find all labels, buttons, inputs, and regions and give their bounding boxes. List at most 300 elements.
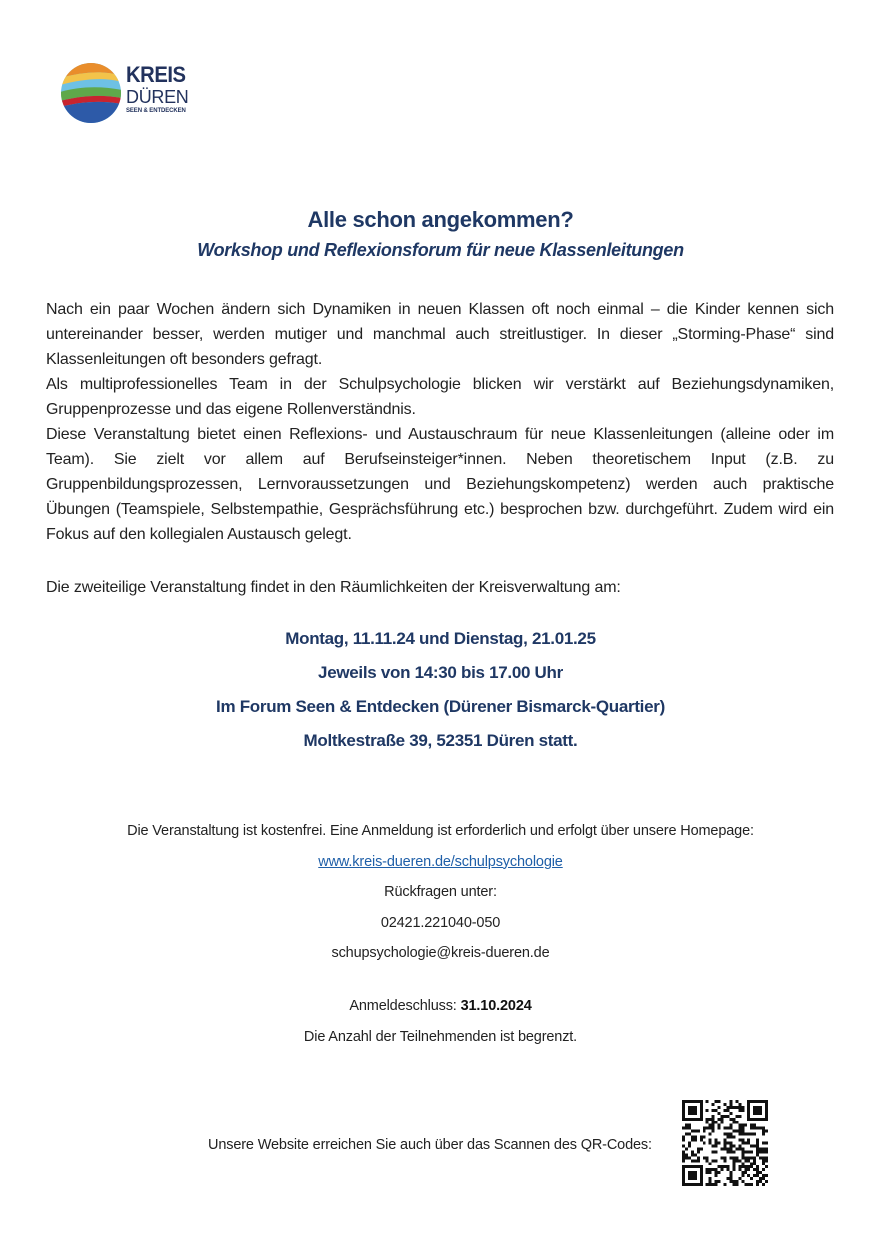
qr-module (732, 1168, 735, 1171)
qr-module (724, 1159, 727, 1162)
qr-module (744, 1142, 747, 1145)
qr-module (682, 1171, 685, 1174)
qr-module (747, 1103, 750, 1106)
event-details (0, 622, 881, 758)
qr-module (724, 1142, 727, 1145)
qr-module (697, 1118, 700, 1121)
qr-module (729, 1174, 732, 1177)
qr-module (691, 1171, 694, 1174)
qr-module (759, 1112, 762, 1115)
qr-module (706, 1156, 709, 1159)
qr-module (732, 1118, 735, 1121)
qr-module (738, 1115, 741, 1118)
qr-module (726, 1150, 729, 1153)
qr-module (729, 1136, 732, 1139)
qr-module (753, 1106, 756, 1109)
qr-module (721, 1168, 724, 1171)
qr-module (738, 1159, 741, 1162)
qr-module (706, 1159, 709, 1162)
qr-module (726, 1177, 729, 1180)
qr-module (688, 1106, 691, 1109)
qr-module (700, 1147, 703, 1150)
qr-module (756, 1144, 759, 1147)
qr-module (762, 1130, 765, 1133)
qr-module (753, 1124, 756, 1127)
qr-module (694, 1130, 697, 1133)
qr-module (694, 1109, 697, 1112)
qr-module (750, 1165, 753, 1168)
qr-module (762, 1127, 765, 1130)
qr-module (741, 1109, 744, 1112)
qr-module (744, 1133, 747, 1136)
qr-module (765, 1147, 768, 1150)
qr-module (741, 1106, 744, 1109)
qr-module (726, 1165, 729, 1168)
qr-module (715, 1109, 718, 1112)
qr-module (706, 1168, 709, 1171)
qr-module (762, 1133, 765, 1136)
qr-module (729, 1171, 732, 1174)
logo-tagline: SEEN & ENTDECKEN (126, 108, 186, 114)
qr-module (682, 1177, 685, 1180)
qr-module (724, 1115, 727, 1118)
qr-module (694, 1136, 697, 1139)
qr-module (747, 1183, 750, 1186)
qr-module (750, 1127, 753, 1130)
qr-module (741, 1180, 744, 1183)
paragraph-team: Als multiprofessionelles Team in der Schulpsychologie blicken wir verstärkt auf Beziehungsdynamiken, Gruppenprozesse und das eigene Rollenverständnis. (46, 376, 834, 418)
qr-module (715, 1171, 718, 1174)
qr-module (738, 1133, 741, 1136)
qr-module (706, 1118, 709, 1121)
qr-module (709, 1127, 712, 1130)
qr-module (682, 1112, 685, 1115)
qr-module (694, 1159, 697, 1162)
qr-module (700, 1115, 703, 1118)
qr-module (747, 1100, 750, 1103)
qr-module (738, 1109, 741, 1112)
qr-module (765, 1112, 768, 1115)
qr-module (765, 1100, 768, 1103)
qr-module (718, 1124, 721, 1127)
qr-module (685, 1127, 688, 1130)
qr-module (750, 1156, 753, 1159)
qr-module (756, 1174, 759, 1177)
event-location: Im Forum Seen & Entdecken (Dürener Bismarck-Quartier) (216, 697, 665, 716)
qr-module (747, 1174, 750, 1177)
qr-module (715, 1168, 718, 1171)
qr-module (744, 1165, 747, 1168)
qr-module (756, 1106, 759, 1109)
qr-module (741, 1156, 744, 1159)
qr-module (735, 1100, 738, 1103)
qr-module (724, 1103, 727, 1106)
qr-module (753, 1174, 756, 1177)
qr-module (691, 1174, 694, 1177)
qr-module (718, 1106, 721, 1109)
qr-module (726, 1133, 729, 1136)
qr-module (682, 1139, 685, 1142)
qr-module (691, 1139, 694, 1142)
qr-module (741, 1124, 744, 1127)
logo-line-kreis: KREIS (126, 62, 186, 87)
qr-module (729, 1100, 732, 1103)
qr-module (747, 1109, 750, 1112)
qr-module (753, 1100, 756, 1103)
qr-module (765, 1180, 768, 1183)
qr-module (694, 1118, 697, 1121)
qr-module (691, 1150, 694, 1153)
qr-module (724, 1165, 727, 1168)
qr-module (709, 1168, 712, 1171)
qr-module (700, 1168, 703, 1171)
qr-module (759, 1127, 762, 1130)
qr-module (706, 1127, 709, 1130)
qr-module (765, 1106, 768, 1109)
qr-module (685, 1118, 688, 1121)
qr-module (691, 1100, 694, 1103)
qr-module (735, 1156, 738, 1159)
qr-module (685, 1147, 688, 1150)
qr-module (759, 1156, 762, 1159)
qr-module (762, 1142, 765, 1145)
qr-module (729, 1124, 732, 1127)
qr-module (762, 1118, 765, 1121)
qr-module (729, 1118, 732, 1121)
qr-module (715, 1183, 718, 1186)
qr-module (703, 1142, 706, 1145)
qr-module (738, 1127, 741, 1130)
qr-module (741, 1165, 744, 1168)
qr-module (712, 1183, 715, 1186)
qr-module (729, 1177, 732, 1180)
description-body (46, 297, 834, 547)
qr-module (747, 1165, 750, 1168)
qr-module (750, 1100, 753, 1103)
qr-module (741, 1171, 744, 1174)
qr-module (682, 1153, 685, 1156)
qr-module (759, 1109, 762, 1112)
qr-module (726, 1147, 729, 1150)
website-link[interactable]: www.kreis-dueren.de/schulpsychologie (318, 853, 563, 870)
qr-module (712, 1109, 715, 1112)
qr-module (715, 1100, 718, 1103)
qr-module (688, 1183, 691, 1186)
qr-module (715, 1174, 718, 1177)
qr-module (738, 1124, 741, 1127)
qr-module (694, 1183, 697, 1186)
qr-module (738, 1168, 741, 1171)
qr-module (732, 1130, 735, 1133)
qr-module (721, 1147, 724, 1150)
qr-module (703, 1136, 706, 1139)
qr-module (753, 1159, 756, 1162)
qr-module (750, 1150, 753, 1153)
event-dates: Montag, 11.11.24 und Dienstag, 21.01.25 (285, 629, 596, 648)
qr-module (765, 1156, 768, 1159)
qr-module (762, 1159, 765, 1162)
deadline-line (0, 991, 881, 1022)
qr-module (738, 1177, 741, 1180)
qr-module (712, 1130, 715, 1133)
qr-module (691, 1130, 694, 1133)
qr-module (703, 1156, 706, 1159)
qr-module (718, 1171, 721, 1174)
qr-module (706, 1171, 709, 1174)
qr-module (732, 1183, 735, 1186)
qr-code-icon[interactable] (682, 1100, 768, 1186)
qr-module (709, 1142, 712, 1145)
qr-module (700, 1174, 703, 1177)
qr-module (691, 1112, 694, 1115)
qr-module (735, 1180, 738, 1183)
registration-info (0, 816, 881, 969)
qr-module (756, 1171, 759, 1174)
qr-module (729, 1142, 732, 1145)
qr-module (718, 1180, 721, 1183)
qr-module (756, 1142, 759, 1145)
qr-module (682, 1103, 685, 1106)
qr-module (685, 1124, 688, 1127)
qr-module (741, 1133, 744, 1136)
qr-module (750, 1144, 753, 1147)
qr-module (732, 1144, 735, 1147)
qr-module (762, 1100, 765, 1103)
qr-module (697, 1183, 700, 1186)
qr-module (735, 1121, 738, 1124)
qr-module (750, 1124, 753, 1127)
qr-module (697, 1150, 700, 1153)
qr-module (726, 1106, 729, 1109)
registration-note: Die Veranstaltung ist kostenfrei. Eine Anmeldung ist erforderlich und erfolgt über unsere Homepage: (127, 823, 754, 839)
qr-module (756, 1153, 759, 1156)
qr-module (765, 1150, 768, 1153)
qr-module (729, 1112, 732, 1115)
qr-module (682, 1144, 685, 1147)
qr-module (744, 1156, 747, 1159)
qr-module (682, 1136, 685, 1139)
qr-module (697, 1165, 700, 1168)
qr-module (691, 1153, 694, 1156)
qr-module (756, 1150, 759, 1153)
qr-module (747, 1142, 750, 1145)
qr-module (738, 1165, 741, 1168)
qr-module (759, 1171, 762, 1174)
qr-module (738, 1103, 741, 1106)
qr-module (753, 1133, 756, 1136)
qr-module (718, 1165, 721, 1168)
qr-module (732, 1156, 735, 1159)
qr-module (691, 1118, 694, 1121)
qr-module (753, 1168, 756, 1171)
qr-module (709, 1171, 712, 1174)
qr-module (712, 1118, 715, 1121)
qr-module (706, 1121, 709, 1124)
qr-module (726, 1109, 729, 1112)
qr-module (682, 1109, 685, 1112)
qr-module (703, 1130, 706, 1133)
qr-module (747, 1106, 750, 1109)
qr-module (747, 1133, 750, 1136)
qr-module (688, 1124, 691, 1127)
qr-module (712, 1150, 715, 1153)
qr-module (682, 1150, 685, 1153)
qr-module (712, 1168, 715, 1171)
qr-module (759, 1100, 762, 1103)
qr-module (762, 1177, 765, 1180)
qr-module (741, 1139, 744, 1142)
qr-module (762, 1183, 765, 1186)
qr-module (688, 1144, 691, 1147)
qr-module (765, 1103, 768, 1106)
qr-module (709, 1133, 712, 1136)
qr-module (688, 1174, 691, 1177)
qr-module (741, 1127, 744, 1130)
qr-module (685, 1183, 688, 1186)
qr-module (744, 1168, 747, 1171)
qr-module (747, 1115, 750, 1118)
qr-module (744, 1150, 747, 1153)
qr-module (726, 1136, 729, 1139)
qr-module (712, 1103, 715, 1106)
qr-module (715, 1150, 718, 1153)
qr-module (682, 1174, 685, 1177)
qr-module (706, 1183, 709, 1186)
qr-module (724, 1127, 727, 1130)
qr-module (688, 1177, 691, 1180)
qr-module (753, 1127, 756, 1130)
qr-module (682, 1127, 685, 1130)
qr-module (762, 1174, 765, 1177)
qr-module (700, 1139, 703, 1142)
qr-module (729, 1147, 732, 1150)
qr-module (753, 1162, 756, 1165)
logo-line-dueren: DÜREN (126, 87, 189, 107)
qr-module (700, 1103, 703, 1106)
qr-module (724, 1139, 727, 1142)
qr-module (759, 1180, 762, 1183)
qr-module (726, 1142, 729, 1145)
qr-module (747, 1139, 750, 1142)
qr-module (732, 1165, 735, 1168)
qr-module (688, 1109, 691, 1112)
qr-module (753, 1144, 756, 1147)
qr-module (709, 1183, 712, 1186)
qr-module (750, 1162, 753, 1165)
qr-module (682, 1183, 685, 1186)
qr-module (724, 1109, 727, 1112)
qr-module (756, 1168, 759, 1171)
qr-module (709, 1177, 712, 1180)
qr-module (747, 1168, 750, 1171)
qr-module (700, 1112, 703, 1115)
qr-module (741, 1162, 744, 1165)
qr-module (729, 1133, 732, 1136)
qr-module (756, 1100, 759, 1103)
contact-phone: 02421.221040-050 (380, 914, 501, 931)
qr-module (697, 1156, 700, 1159)
qr-module (694, 1171, 697, 1174)
qr-module (762, 1156, 765, 1159)
paragraph-event: Diese Veranstaltung bietet einen Reflexions- und Austauschraum für neue Klassenleitungen (alleine oder im Team). Sie zielt vor allem auf Berufseinsteiger*innen. Neben theoretischem Input (z.B. zu Gruppenbildungsprozessen, Lernvoraussetzungen und Beziehungskompetenz) werden auch praktische Übungen (Teamspiele, Selbstempathie, Gesprächsführung etc.) besprochen bzw. durchgeführt. Zudem wird ein Fokus auf den kollegialen Austausch gelegt. (46, 426, 834, 543)
qr-module (724, 1133, 727, 1136)
qr-module (729, 1106, 732, 1109)
qr-module (744, 1171, 747, 1174)
qr-module (709, 1180, 712, 1183)
qr-module (732, 1159, 735, 1162)
qr-module (709, 1118, 712, 1121)
qr-module (759, 1118, 762, 1121)
qr-module (688, 1171, 691, 1174)
qr-module (756, 1165, 759, 1168)
qr-module (724, 1144, 727, 1147)
qr-module (685, 1165, 688, 1168)
event-intro-line: Die zweiteilige Veranstaltung findet in den Räumlichkeiten der Kreisverwaltung am: (46, 579, 621, 596)
qr-module (682, 1159, 685, 1162)
qr-module (700, 1118, 703, 1121)
qr-module (691, 1165, 694, 1168)
questions-label: Rückfragen unter: (384, 884, 497, 900)
qr-module (756, 1180, 759, 1183)
logo-wordmark (126, 64, 196, 114)
qr-module (744, 1183, 747, 1186)
qr-module (700, 1136, 703, 1139)
qr-module (688, 1112, 691, 1115)
qr-module (697, 1147, 700, 1150)
qr-module (691, 1159, 694, 1162)
qr-module (715, 1144, 718, 1147)
qr-module (756, 1109, 759, 1112)
qr-module (729, 1127, 732, 1130)
qr-module (753, 1109, 756, 1112)
qr-module (762, 1162, 765, 1165)
qr-module (712, 1115, 715, 1118)
qr-module (718, 1112, 721, 1115)
qr-module (759, 1147, 762, 1150)
qr-caption: Unsere Website erreichen Sie auch über das Scannen des QR-Codes: (208, 1137, 652, 1153)
qr-module (694, 1100, 697, 1103)
qr-module (709, 1162, 712, 1165)
qr-module (694, 1165, 697, 1168)
qr-module (765, 1165, 768, 1168)
qr-module (697, 1159, 700, 1162)
qr-module (682, 1100, 685, 1103)
qr-module (744, 1159, 747, 1162)
qr-module (750, 1133, 753, 1136)
qr-module (765, 1118, 768, 1121)
qr-module (729, 1144, 732, 1147)
qr-module (691, 1106, 694, 1109)
qr-module (700, 1165, 703, 1168)
qr-module (682, 1180, 685, 1183)
contact-email: schupsychologie@kreis-dueren.de (331, 945, 550, 961)
qr-module (700, 1106, 703, 1109)
event-time: Jeweils von 14:30 bis 17.00 Uhr (318, 663, 563, 682)
paragraph-intro: Nach ein paar Wochen ändern sich Dynamiken in neuen Klassen oft noch einmal – die Kinder kennen sich untereinander besser, werden mutiger und manchmal auch streitlustiger. In dieser „Storming-Phase“ sind Klassenleitungen oft besonders gefragt. (46, 301, 834, 368)
qr-module (724, 1183, 727, 1186)
qr-module (738, 1106, 741, 1109)
qr-module (700, 1180, 703, 1183)
page-title: Alle schon angekommen? (307, 207, 574, 232)
qr-module (721, 1121, 724, 1124)
qr-module (712, 1159, 715, 1162)
qr-module (712, 1127, 715, 1130)
qr-module (721, 1115, 724, 1118)
qr-module (715, 1180, 718, 1183)
qr-module (759, 1177, 762, 1180)
qr-module (729, 1103, 732, 1106)
qr-module (741, 1147, 744, 1150)
